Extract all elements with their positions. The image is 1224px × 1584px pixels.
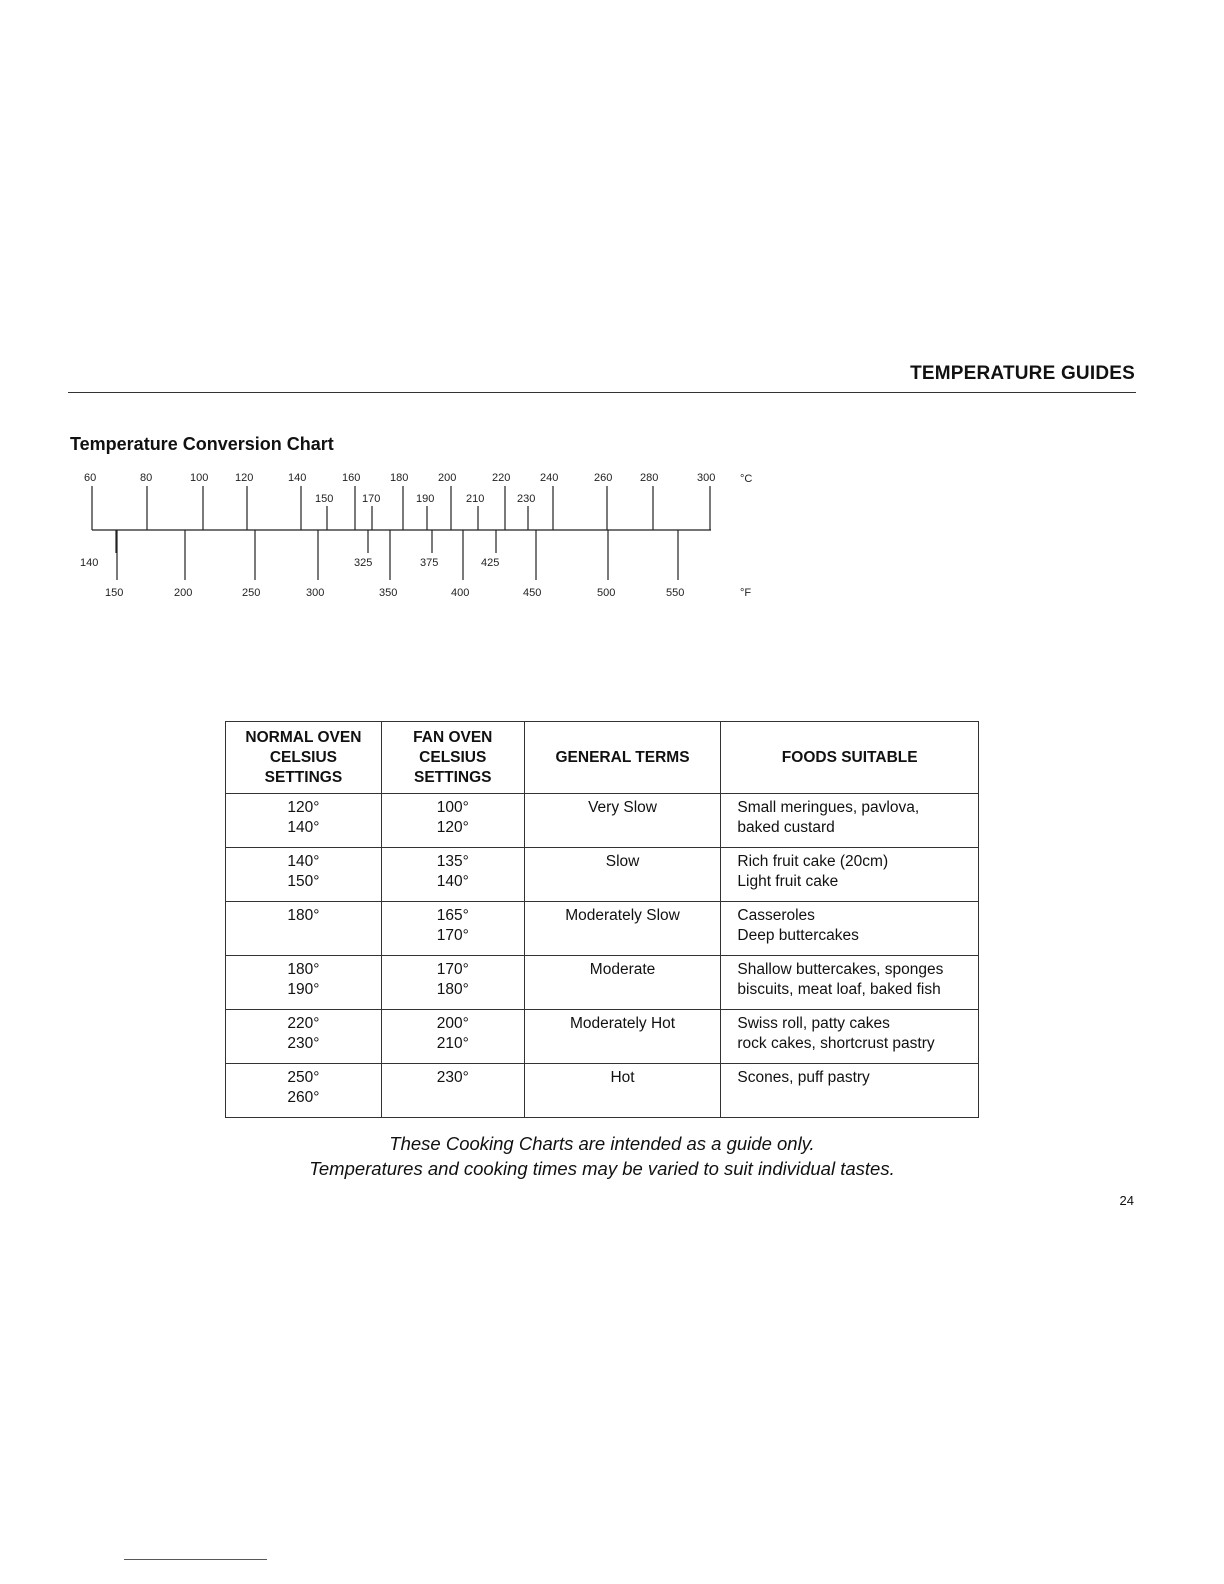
- temperature-conversion-scale: [70, 462, 770, 612]
- normal-oven-cell: 250° 260°: [226, 1064, 382, 1118]
- general-term-cell: Hot: [524, 1064, 721, 1118]
- f-label-140: 140: [80, 557, 99, 569]
- normal-oven-cell: 180° 190°: [226, 956, 382, 1010]
- normal-oven-cell: 140° 150°: [226, 848, 382, 902]
- c-label-190: 190: [416, 493, 435, 505]
- fan-oven-cell: 135° 140°: [381, 848, 524, 902]
- header-general-terms: GENERAL TERMS: [524, 722, 721, 794]
- general-term-cell: Moderate: [524, 956, 721, 1010]
- fahrenheit-unit-label: °F: [740, 587, 752, 599]
- celsius-minor-labels: [315, 493, 535, 505]
- table-header-row: [226, 722, 979, 794]
- c-label-140: 140: [288, 472, 307, 484]
- fahrenheit-minor-ticks: [116, 530, 496, 553]
- f-label-375: 375: [420, 557, 439, 569]
- table-row: [226, 902, 979, 956]
- f-label-550: 550: [666, 587, 685, 599]
- c-label-230: 230: [517, 493, 536, 505]
- header-rule: [68, 392, 1136, 393]
- bottom-rule: [124, 1559, 267, 1560]
- foods-cell: Small meringues, pavlova, baked custard: [721, 794, 979, 848]
- page-number: 24: [1119, 1193, 1134, 1208]
- f-label-300: 300: [306, 587, 325, 599]
- celsius-major-labels: [84, 472, 715, 484]
- c-label-220: 220: [492, 472, 511, 484]
- fahrenheit-major-ticks: [117, 530, 678, 580]
- fan-oven-cell: 230°: [381, 1064, 524, 1118]
- table-row: [226, 1064, 979, 1118]
- c-label-260: 260: [594, 472, 613, 484]
- foods-cell: Scones, puff pastry: [721, 1064, 979, 1118]
- celsius-minor-ticks: [327, 506, 528, 530]
- header-fan-oven: FAN OVEN CELSIUS SETTINGS: [381, 722, 524, 794]
- c-label-100: 100: [190, 472, 209, 484]
- general-term-cell: Moderately Hot: [524, 1010, 721, 1064]
- f-label-400: 400: [451, 587, 470, 599]
- normal-oven-cell: 120° 140°: [226, 794, 382, 848]
- fahrenheit-minor-labels: [80, 557, 499, 569]
- celsius-unit-label: °C: [740, 473, 753, 485]
- c-label-160: 160: [342, 472, 361, 484]
- c-label-240: 240: [540, 472, 559, 484]
- c-label-60: 60: [84, 472, 97, 484]
- fan-oven-cell: 165° 170°: [381, 902, 524, 956]
- conversion-chart-title: Temperature Conversion Chart: [70, 434, 334, 454]
- oven-temperature-table: [225, 721, 979, 1118]
- f-label-350: 350: [379, 587, 398, 599]
- c-label-170: 170: [362, 493, 381, 505]
- f-label-200: 200: [174, 587, 193, 599]
- normal-oven-cell: 220° 230°: [226, 1010, 382, 1064]
- general-term-cell: Very Slow: [524, 794, 721, 848]
- foods-cell: Rich fruit cake (20cm) Light fruit cake: [721, 848, 979, 902]
- header-foods-suitable: FOODS SUITABLE: [721, 722, 979, 794]
- foods-cell: Shallow buttercakes, sponges biscuits, meat loaf, baked fish: [721, 956, 979, 1010]
- header-normal-oven: NORMAL OVEN CELSIUS SETTINGS: [226, 722, 382, 794]
- guide-note-line-2: Temperatures and cooking times may be varied to suit individual tastes.: [309, 1158, 895, 1179]
- fan-oven-cell: 170° 180°: [381, 956, 524, 1010]
- table-row: [226, 794, 979, 848]
- c-label-150: 150: [315, 493, 334, 505]
- table-row: [226, 1010, 979, 1064]
- f-label-500: 500: [597, 587, 616, 599]
- c-label-280: 280: [640, 472, 659, 484]
- foods-cell: Casseroles Deep buttercakes: [721, 902, 979, 956]
- foods-cell: Swiss roll, patty cakes rock cakes, shortcrust pastry: [721, 1010, 979, 1064]
- f-label-250: 250: [242, 587, 261, 599]
- guide-note-line-1: These Cooking Charts are intended as a guide only.: [389, 1133, 815, 1154]
- table-row: [226, 848, 979, 902]
- f-label-425: 425: [481, 557, 500, 569]
- fan-oven-cell: 100° 120°: [381, 794, 524, 848]
- c-label-180: 180: [390, 472, 409, 484]
- table-row: [226, 956, 979, 1010]
- f-label-150: 150: [105, 587, 124, 599]
- f-label-450: 450: [523, 587, 542, 599]
- c-label-200: 200: [438, 472, 457, 484]
- fahrenheit-major-labels: [105, 587, 684, 599]
- general-term-cell: Moderately Slow: [524, 902, 721, 956]
- c-label-210: 210: [466, 493, 485, 505]
- c-label-120: 120: [235, 472, 254, 484]
- fan-oven-cell: 200° 210°: [381, 1010, 524, 1064]
- f-label-325: 325: [354, 557, 373, 569]
- section-title: TEMPERATURE GUIDES: [910, 363, 1135, 384]
- normal-oven-cell: 180°: [226, 902, 382, 956]
- c-label-80: 80: [140, 472, 153, 484]
- general-term-cell: Slow: [524, 848, 721, 902]
- celsius-major-ticks: [92, 486, 710, 530]
- c-label-300: 300: [697, 472, 716, 484]
